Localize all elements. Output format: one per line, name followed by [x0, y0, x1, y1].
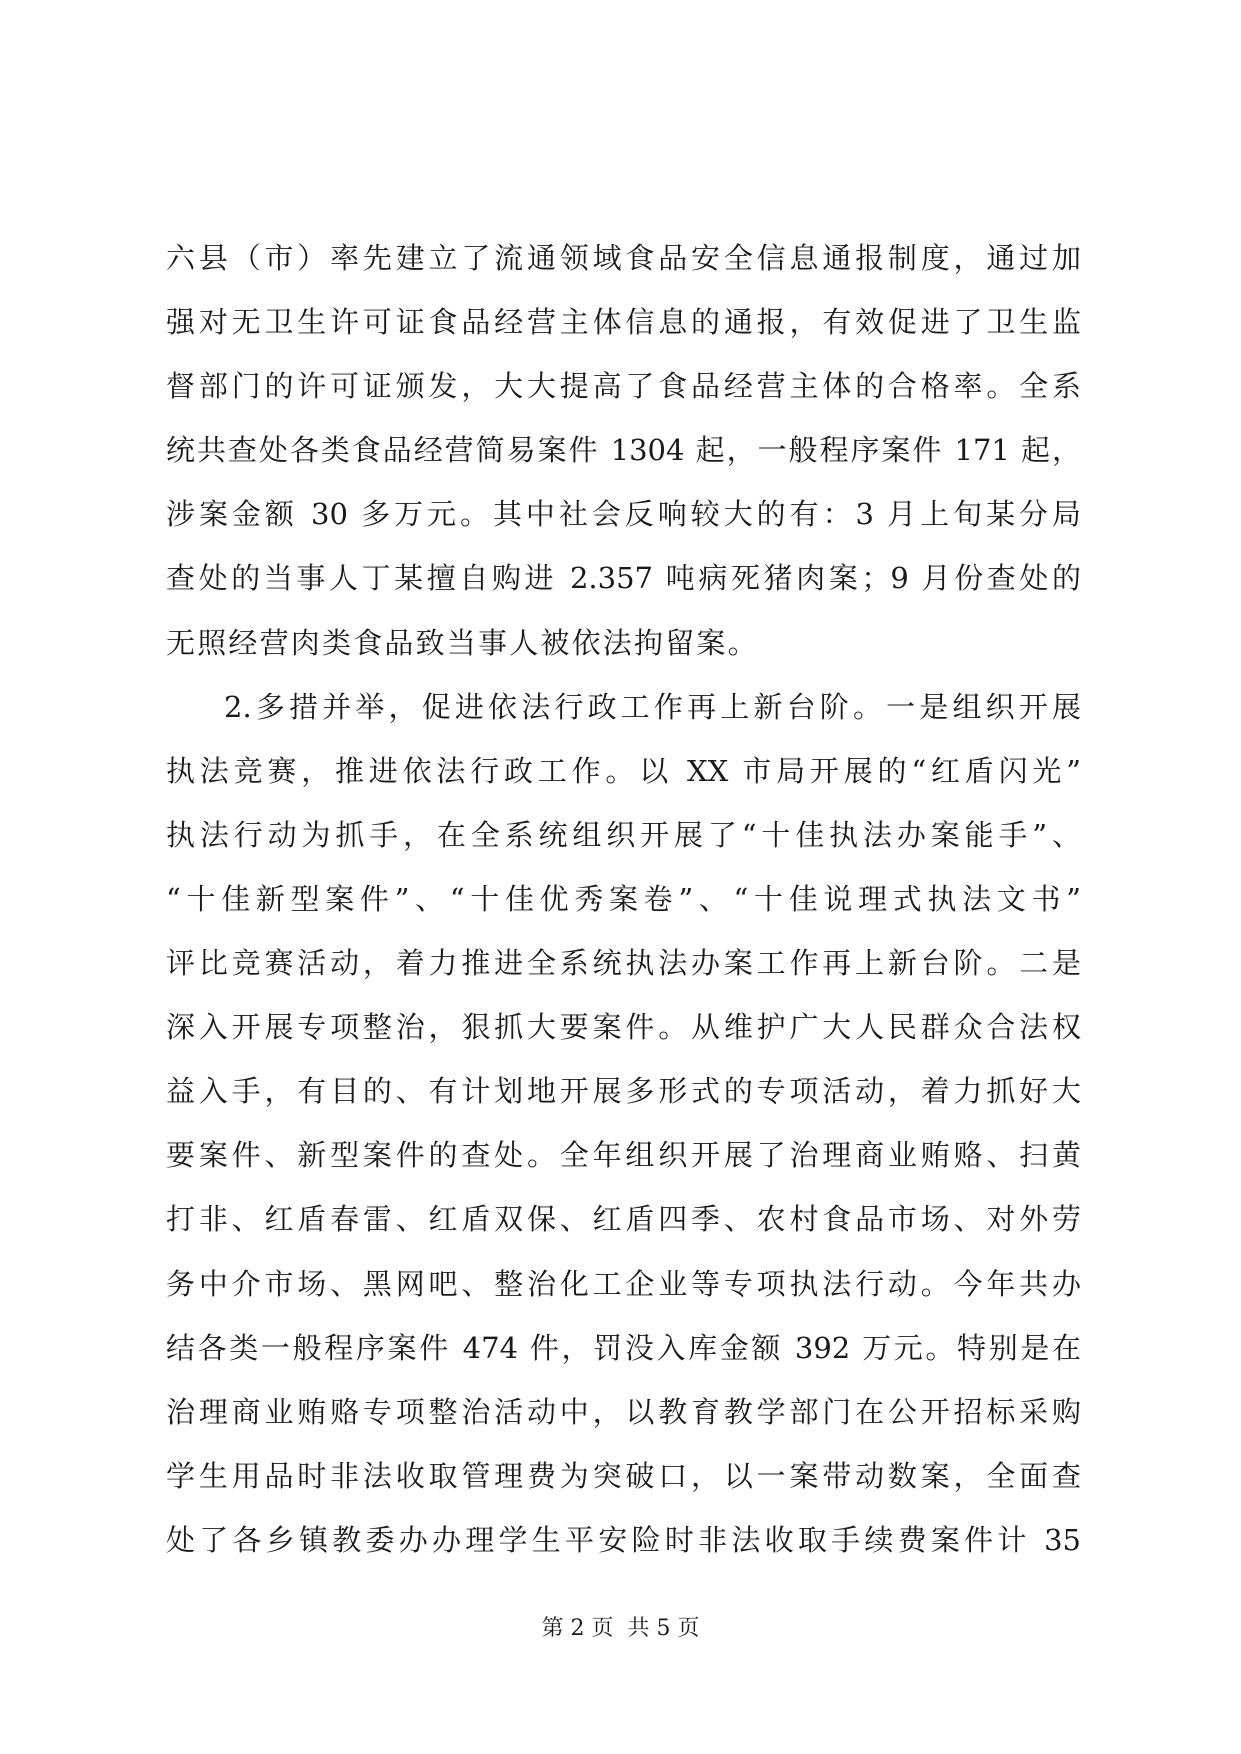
- text-line: 强对无卫生许可证食品经营主体信息的通报，有效促进了卫生监: [166, 305, 1081, 340]
- text-line: “十佳新型案件”、“十佳优秀案卷”、“十佳说理式执法文书”: [166, 881, 1081, 916]
- text-line: 无照经营肉类食品致当事人被依法拘留案。: [166, 625, 759, 660]
- paragraph-start-line: 2.多措并举，促进依法行政工作再上新台阶。一是组织开展: [224, 689, 1081, 724]
- text-line: 益入手，有目的、有计划地开展多形式的专项活动，着力抓好大: [166, 1074, 1081, 1109]
- text-line: 务中介市场、黑网吧、整治化工企业等专项执法行动。今年共办: [166, 1266, 1081, 1301]
- text-line: 执法竞赛，推进依法行政工作。以 XX 市局开展的“红盾闪光”: [166, 753, 1081, 788]
- body-text: [166, 226, 1081, 1572]
- text-line: 评比竞赛活动，着力推进全系统执法办案工作再上新台阶。二是: [166, 946, 1081, 981]
- text-line: 统共查处各类食品经营简易案件 1304 起，一般程序案件 171 起，: [166, 433, 1081, 468]
- text-line: 要案件、新型案件的查处。全年组织开展了治理商业贿赂、扫黄: [166, 1138, 1081, 1173]
- text-line: 治理商业贿赂专项整治活动中，以教育教学部门在公开招标采购: [166, 1394, 1081, 1429]
- text-line: 打非、红盾春雷、红盾双保、红盾四季、农村食品市场、对外劳: [166, 1202, 1081, 1237]
- text-line: 处了各乡镇教委办办理学生平安险时非法收取手续费案件计 35: [166, 1522, 1081, 1557]
- page-number-footer: 第 2 页 共 5 页: [541, 1616, 700, 1641]
- text-line: 结各类一般程序案件 474 件，罚没入库金额 392 万元。特别是在: [166, 1330, 1081, 1365]
- text-line: 涉案金额 30 多万元。其中社会反响较大的有：3 月上旬某分局: [166, 497, 1081, 532]
- text-line: 六县（市）率先建立了流通领域食品安全信息通报制度，通过加: [166, 241, 1081, 275]
- text-line: 督部门的许可证颁发，大大提高了食品经营主体的合格率。全系: [166, 369, 1081, 404]
- text-line: 深入开展专项整治，狠抓大要案件。从维护广大人民群众合法权: [166, 1010, 1081, 1045]
- text-line: 执法行动为抓手，在全系统组织开展了“十佳执法办案能手”、: [166, 817, 1081, 852]
- text-line: 学生用品时非法收取管理费为突破口，以一案带动数案，全面查: [166, 1458, 1081, 1493]
- text-line: 查处的当事人丁某擅自购进 2.357 吨病死猪肉案；9 月份查处的: [166, 561, 1081, 596]
